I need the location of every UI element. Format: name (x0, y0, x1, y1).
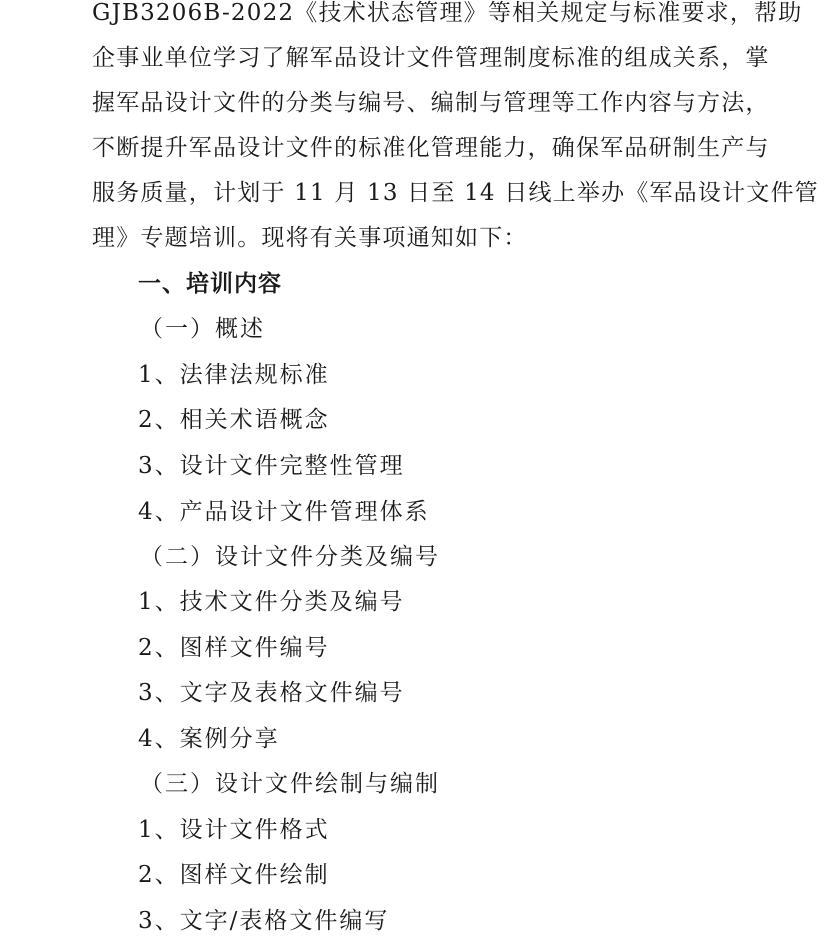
subsection-title-drawing-compilation: （三）设计文件绘制与编制 (140, 771, 440, 797)
list-item: 4、案例分享 (138, 726, 280, 752)
paragraph-line-1: GJB3206B-2022《技术状态管理》等相关规定与标准要求，帮助 (92, 0, 803, 26)
list-item: 1、设计文件格式 (138, 817, 330, 843)
paragraph-line-4: 不断提升军品设计文件的标准化管理能力，确保军品研制生产与 (92, 135, 770, 161)
paragraph-line-3: 握军品设计文件的分类与编号、编制与管理等工作内容与方法， (92, 90, 770, 116)
subsection-title-overview: （一）概述 (140, 316, 265, 342)
subsection-title-classification: （二）设计文件分类及编号 (140, 544, 440, 570)
paragraph-line-5: 服务质量，计划于 11 月 13 日至 14 日线上举办《军品设计文件管 (92, 180, 819, 206)
list-item: 3、文字及表格文件编号 (138, 680, 405, 706)
list-item: 4、产品设计文件管理体系 (138, 499, 430, 525)
section-heading-training-content: 一、培训内容 (138, 271, 282, 297)
list-item: 1、技术文件分类及编号 (138, 589, 405, 615)
list-item: 2、相关术语概念 (138, 407, 330, 433)
list-item: 1、法律法规标准 (138, 362, 330, 388)
list-item: 3、文字/表格文件编写 (138, 908, 390, 934)
paragraph-line-2: 企事业单位学习了解军品设计文件管理制度标准的组成关系，掌 (92, 45, 770, 71)
list-item: 3、设计文件完整性管理 (138, 453, 405, 479)
paragraph-line-6: 理》专题培训。现将有关事项通知如下： (92, 225, 528, 251)
list-item: 2、图样文件编号 (138, 635, 330, 661)
list-item: 2、图样文件绘制 (138, 862, 330, 888)
